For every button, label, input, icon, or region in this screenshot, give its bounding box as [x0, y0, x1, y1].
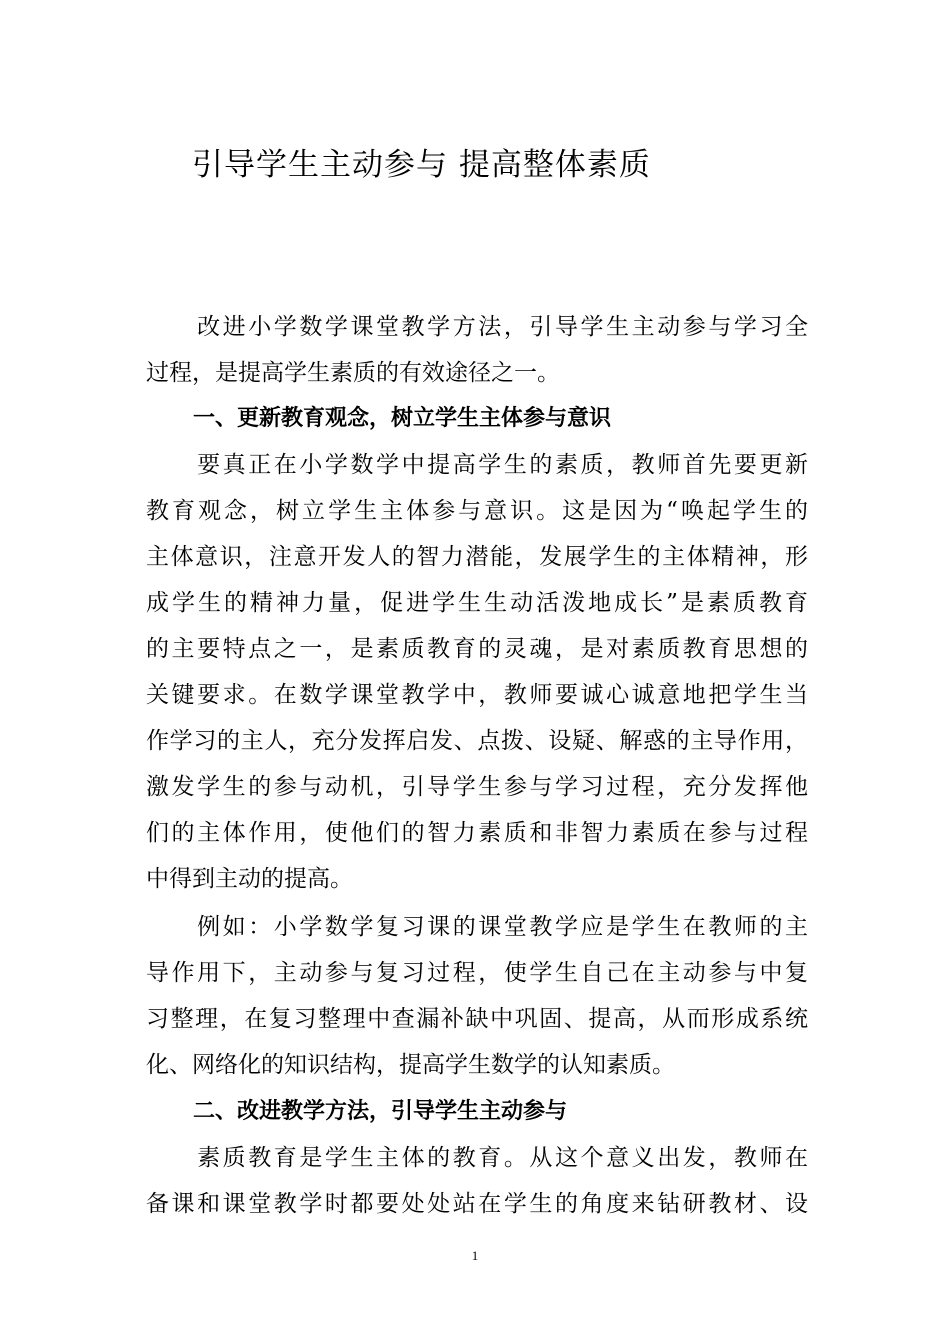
- section-1-para-1-line: 关键要求。在数学课堂教学中，教师要诚心诚意地把学生当: [146, 682, 808, 708]
- section-1-para-2-line: 习整理，在复习整理中查漏补缺中巩固、提高，从而形成系统: [146, 1006, 808, 1032]
- section-2-heading: 二、改进教学方法，引导学生主动参与: [193, 1099, 568, 1124]
- section-1-para-1-line: 中得到主动的提高。: [146, 866, 353, 892]
- section-1-para-2-line: 导作用下，主动参与复习过程，使学生自己在主动参与中复: [146, 960, 808, 986]
- section-1-para-1-line: 作学习的主人，充分发挥启发、点拨、设疑、解惑的主导作用，: [146, 728, 808, 754]
- section-1-para-1-line: 的主要特点之一，是素质教育的灵魂，是对素质教育思想的: [146, 636, 808, 662]
- section-1-para-1-line: 成学生的精神力量，促进学生生动活泼地成长”是素质教育: [146, 590, 808, 616]
- document-title: 引导学生主动参与 提高整体素质: [192, 147, 651, 183]
- section-1-para-1-line: 主体意识，注意开发人的智力潜能，发展学生的主体精神，形: [146, 544, 808, 570]
- section-1-para-1-line: 教育观念，树立学生主体参与意识。这是因为“唤起学生的: [146, 498, 808, 524]
- intro-line-1: 改进小学数学课堂教学方法，引导学生主动参与学习全: [146, 314, 808, 340]
- section-1-para-1-line: 们的主体作用，使他们的智力素质和非智力素质在参与过程: [146, 820, 808, 846]
- section-1-para-2-line: 化、网络化的知识结构，提高学生数学的认知素质。: [146, 1052, 675, 1078]
- section-1-para-1-line: 要真正在小学数学中提高学生的素质，教师首先要更新: [146, 452, 808, 478]
- intro-line-2: 过程，是提高学生素质的有效途径之一。: [146, 360, 560, 386]
- section-2-para-1-line: 素质教育是学生主体的教育。从这个意义出发，教师在: [146, 1145, 808, 1171]
- section-1-heading: 一、更新教育观念，树立学生主体参与意识: [193, 406, 612, 431]
- section-1-para-2-line: 例如：小学数学复习课的课堂教学应是学生在教师的主: [146, 914, 808, 940]
- section-1-para-1-line: 激发学生的参与动机，引导学生参与学习过程，充分发挥他: [146, 774, 808, 800]
- section-2-para-1-line: 备课和课堂教学时都要处处站在学生的角度来钻研教材、设: [146, 1191, 808, 1217]
- page-number: 1: [471, 1248, 479, 1263]
